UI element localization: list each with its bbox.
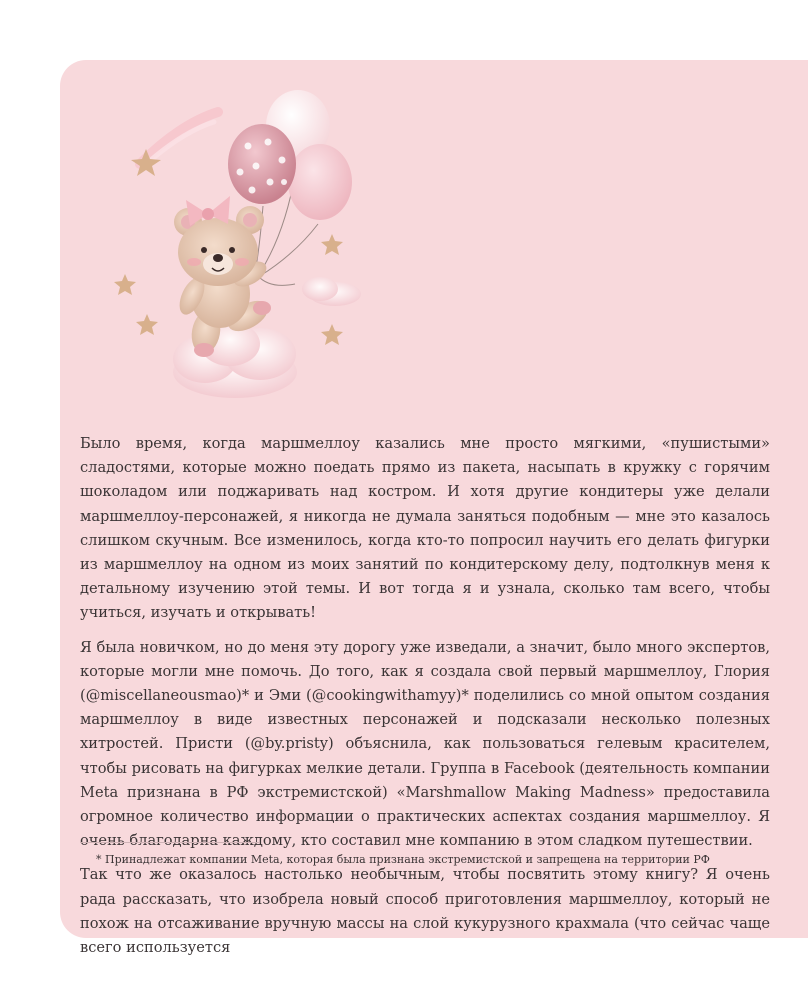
- star-icon: [321, 234, 343, 255]
- cloud: [173, 322, 297, 398]
- paragraph-3: Так что же оказалось настолько необычным, чтобы посвятить этому книгу? Я очень рада рассказать, что изобрела новый способ приготовления маршмеллоу, который не похож на отсаживание вручную массы на слой кукурузного крахмала (что сейчас чаще всего используется: [80, 866, 770, 957]
- footnote-divider: [80, 842, 260, 843]
- star-icon: [136, 314, 158, 335]
- paragraph-1: Было время, когда маршмеллоу казались мне просто мягкими, «пушистыми» сладостями, которые можно поедать прямо из пакета, насыпать в кружку с горячим шоколадом или поджаривать над костром. И хотя другие кондитеры уже делали маршмеллоу-персонажей, я никогда не думала заняться подобным — мне это казалось слишком скучным. Все изменилось, когда кто-то попросил научить его делать фигурки из маршмеллоу на одном из моих занятий по кондитерскому делу, подтолкнув меня к детальному изучению этой темы. И вот тогда я и узнала, сколько там всего, чтобы учиться, изучать и открывать!: [80, 435, 770, 622]
- balloon-polka-dot: [228, 124, 296, 204]
- footnote: * Принадлежат компании Meta, которая была признана экстремистской и запрещена на территории РФ: [96, 853, 710, 866]
- paragraph-2: Я была новичком, но до меня эту дорогу уже изведали, а значит, было много экспертов, которые могли мне помочь. До того, как я создала свой первый маршмеллоу, Глория (@miscellaneousmao)* и Эми (@cookingwithamyy)* поделились со мной опытом создания маршмеллоу в виде известных персонажей и подсказали несколько полезных хитростей. Присти (@by.pristy) объяснила, как пользоваться гелевым красителем, чтобы рисовать на фигурках мелкие детали. Группа в Facebook (деятельность компании Meta признана в РФ экстремистской) «Marshmallow Making Madness» предоставила огромное количество информации о практических аспектах создания маршмеллоу. Я очень благодарна каждому, кто составил мне компанию в этом сладком путешествии.: [80, 638, 770, 850]
- body-text: [80, 432, 770, 970]
- teddy-bear-balloons-illustration: [110, 84, 370, 414]
- star-icon: [114, 274, 136, 295]
- balloon-light-pink: [288, 144, 352, 220]
- star-icon: [321, 324, 343, 345]
